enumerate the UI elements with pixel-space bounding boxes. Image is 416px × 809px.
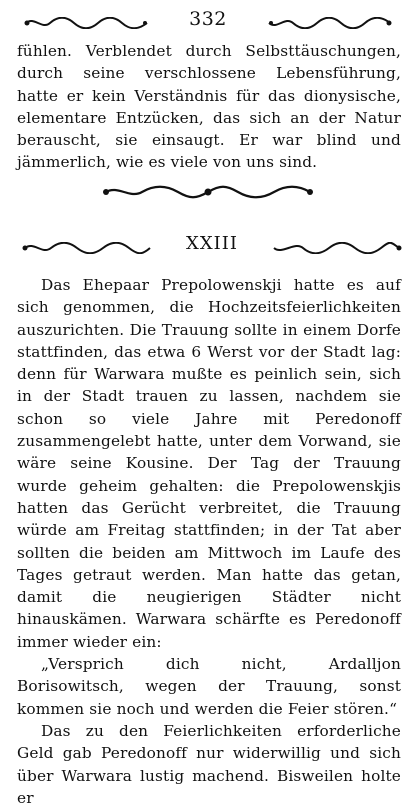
opening-text-block	[17, 40, 401, 174]
paragraph-2-quote: „Versprich dich nicht, Ardalljon Borisowitsch, wegen der Trauung, sonst kommen sie noch und werden die Feier stören.“	[17, 655, 401, 718]
opening-paragraph: fühlen. Verblendet durch Selbsttäuschungen, durch seine verschlossene Lebensführung, hatte er kein Verständnis für das dionysische, elementare Entzücken, das sich an der Natur berauscht, sie einsaugt. Er war blind und jämmerlich, wie es viele von uns sind.	[17, 42, 401, 172]
section-divider-ornament	[100, 184, 316, 198]
paragraph-1: Das Ehepaar Prepolowenskji hatte es auf sich genommen, die Hochzeitsfeierlichkeiten auszurichten. Die Trauung sollte in einem Dorfe stattfinden, das etwa 6 Werst vor der Stadt lag: denn für Warwara mußte es peinlich sein, sich in der Stadt trauen zu lassen, nachdem sie schon so viele Jahre mit Peredonoff zusammengelebt hatte, unter dem Vorwand, sie wäre seine Kousine. Der Tag der Trauung wurde geheim gehalten: die Prepolowenskjis hatten das Gerücht verbreitet, die Trauung würde am Freitag stattfinden; in der Tat aber sollten die beiden am Mittwoch im Laufe des Tages getraut werden. Man hatte das getan, damit die neugierigen Städter nicht hinauskämen. Warwara schärfte es Peredonoff immer wieder ein:	[17, 276, 401, 651]
paragraph-3: Das zu den Feierlichkeiten erforderliche Geld gab Peredonoff nur widerwillig und sich über Warwara lustig machend. Bisweilen holte er	[17, 721, 401, 807]
chapter-title: XXIII	[186, 233, 238, 254]
chapter-text-block	[17, 274, 401, 809]
page-number: 332	[189, 8, 227, 30]
header-ornament-right	[267, 17, 392, 29]
chapter-ornament-right	[272, 239, 402, 251]
chapter-heading	[22, 233, 402, 257]
page-header	[18, 8, 398, 34]
